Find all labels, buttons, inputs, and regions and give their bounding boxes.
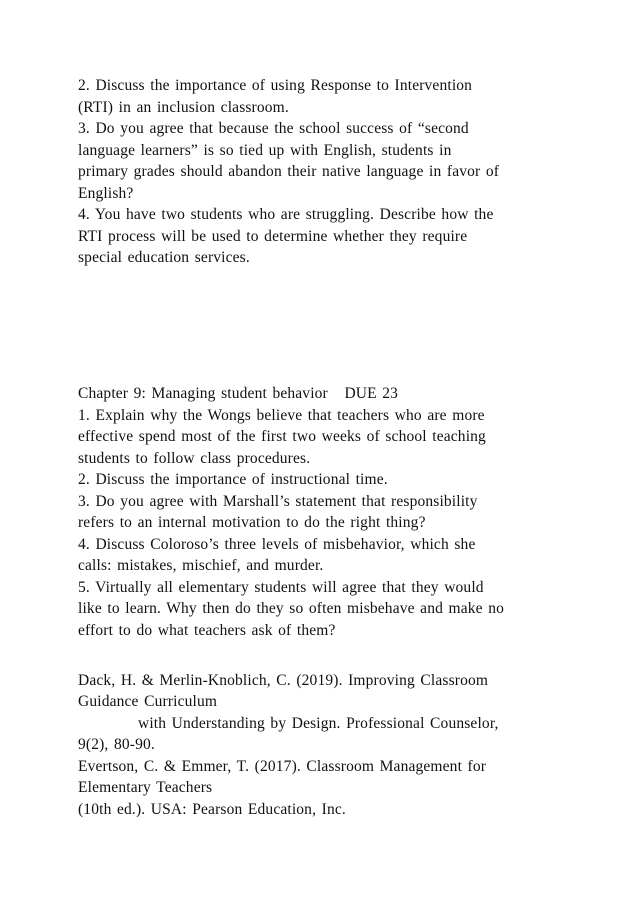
chapter-9-q5-line-3: effort to do what teachers ask of them? — [78, 622, 336, 639]
chapter-9-q1-line-2: effective spend most of the first two weeks of school teaching — [78, 428, 486, 445]
reference-1-line-4: 9(2), 80-90. — [78, 736, 155, 753]
question-2-line-2: (RTI) in an inclusion classroom. — [78, 99, 289, 116]
question-4-line-1: 4. You have two students who are struggling. Describe how the — [78, 206, 494, 223]
chapter-9-q5-line-2: like to learn. Why then do they so often misbehave and make no — [78, 600, 505, 617]
chapter-9-heading: Chapter 9: Managing student behavior DUE 23 — [78, 385, 399, 402]
question-4-line-2: RTI process will be used to determine whether they require — [78, 228, 468, 245]
chapter-9-q5-line-1: 5. Virtually all elementary students will agree that they would — [78, 579, 484, 596]
question-3-line-1: 3. Do you agree that because the school success of “second — [78, 120, 469, 137]
reference-1-line-1: Dack, H. & Merlin-Knoblich, C. (2019). Improving Classroom — [78, 672, 489, 689]
question-3-line-4: English? — [78, 185, 134, 202]
question-2-line-1: 2. Discuss the importance of using Response to Intervention — [78, 77, 473, 94]
reference-1-line-2: Guidance Curriculum — [78, 693, 218, 710]
chapter-9-q1-line-1: 1. Explain why the Wongs believe that teachers who are more — [78, 407, 485, 424]
chapter-9-q2-line-1: 2. Discuss the importance of instructional time. — [78, 471, 388, 488]
reference-2-line-2: Elementary Teachers — [78, 779, 213, 796]
chapter-9-q1-line-3: students to follow class procedures. — [78, 450, 311, 467]
question-3-line-3: primary grades should abandon their native language in favor of — [78, 163, 500, 180]
chapter-9-q4-line-1: 4. Discuss Coloroso’s three levels of misbehavior, which she — [78, 536, 476, 553]
chapter-9-q3-line-2: refers to an internal motivation to do the right thing? — [78, 514, 426, 531]
reference-2-line-3: (10th ed.). USA: Pearson Education, Inc. — [78, 801, 346, 818]
reference-2-line-1: Evertson, C. & Emmer, T. (2017). Classroom Management for — [78, 758, 487, 775]
reference-1-line-3: with Understanding by Design. Professional Counselor, — [138, 715, 499, 732]
chapter-9-q3-line-1: 3. Do you agree with Marshall’s statement that responsibility — [78, 493, 478, 510]
question-3-line-2: language learners” is so tied up with English, students in — [78, 142, 452, 159]
question-4-line-3: special education services. — [78, 249, 250, 266]
chapter-9-q4-line-2: calls: mistakes, mischief, and murder. — [78, 557, 324, 574]
